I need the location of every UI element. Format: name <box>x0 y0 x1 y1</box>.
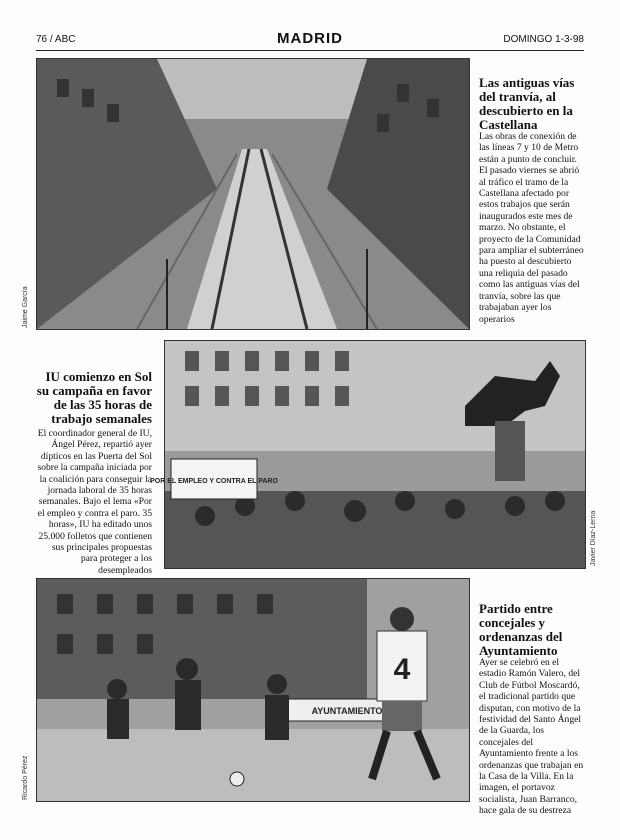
stadium-board: AYUNTAMIENTO <box>311 706 383 716</box>
issue-date: DOMINGO 1-3-98 <box>503 34 584 45</box>
football-match-photo <box>36 578 470 802</box>
article-body: El coordinador general de IU, Ángel Pérez, repartió ayer dípticos en las Puerta del Sol sobre la campaña iniciada por la coalición para conseguir la jornada laboral de 35 horas semanales. Bajo el lema «Por el empleo y contra el paro. 35 horas», IU ha editado unos 25.000 folletos que contienen sus principales propuestas para proteger a los desempleados <box>37 428 152 576</box>
article-body: Ayer se celebró en el estadio Ramón Valero, del Club de Fútbol Moscardó, el tradicional partido que disputan, con motivo de la festividad del Santo Ángel de la Guarda, los concejales del Ayuntamiento frente a los ordenanzas que trabajan en la Casa de la Villa. En la imagen, el portavoz socialista, Juan Barranco, hace gala de su destreza <box>479 657 584 817</box>
street-works-photo <box>36 58 470 330</box>
page-number: 76 / ABC <box>36 34 76 45</box>
jersey-number: 4 <box>393 653 411 686</box>
article-headline: Las antiguas vías del tranvía, al descubierto en la Castellana <box>479 75 575 132</box>
article-body: Las obras de conexión de las líneas 7 y 10 de Metro están a punto de concluir. El pasado viernes se abrió al tráfico el tramo de la Castellana afectado por estos trabajos que serán inaugurados este mes de marzo. No obstante, el proyecto de la Comunidad para ampliar el subterráneo ha puesto al descubierto una reliquia del pasado como las antiguas vías del tranvía, sobre las que trabajaban ayer los operarios <box>479 131 584 325</box>
header-rule <box>36 50 584 51</box>
photo-credit: Jaime García <box>22 286 29 328</box>
section-title: MADRID <box>277 30 343 47</box>
protest-banner: POR EL EMPLEO Y CONTRA EL PARO <box>150 478 278 485</box>
photo-credit: Javier Díaz-Lerna <box>590 510 597 566</box>
article-headline: Partido entre concejales y ordenanzas del Ayuntamiento <box>479 601 563 658</box>
article-headline: IU comienzo en Sol su campaña en favor de las 35 horas de trabajo semanales <box>36 369 152 426</box>
photo-credit: Ricardo Pérez <box>22 755 29 800</box>
puerta-del-sol-photo <box>150 340 586 569</box>
